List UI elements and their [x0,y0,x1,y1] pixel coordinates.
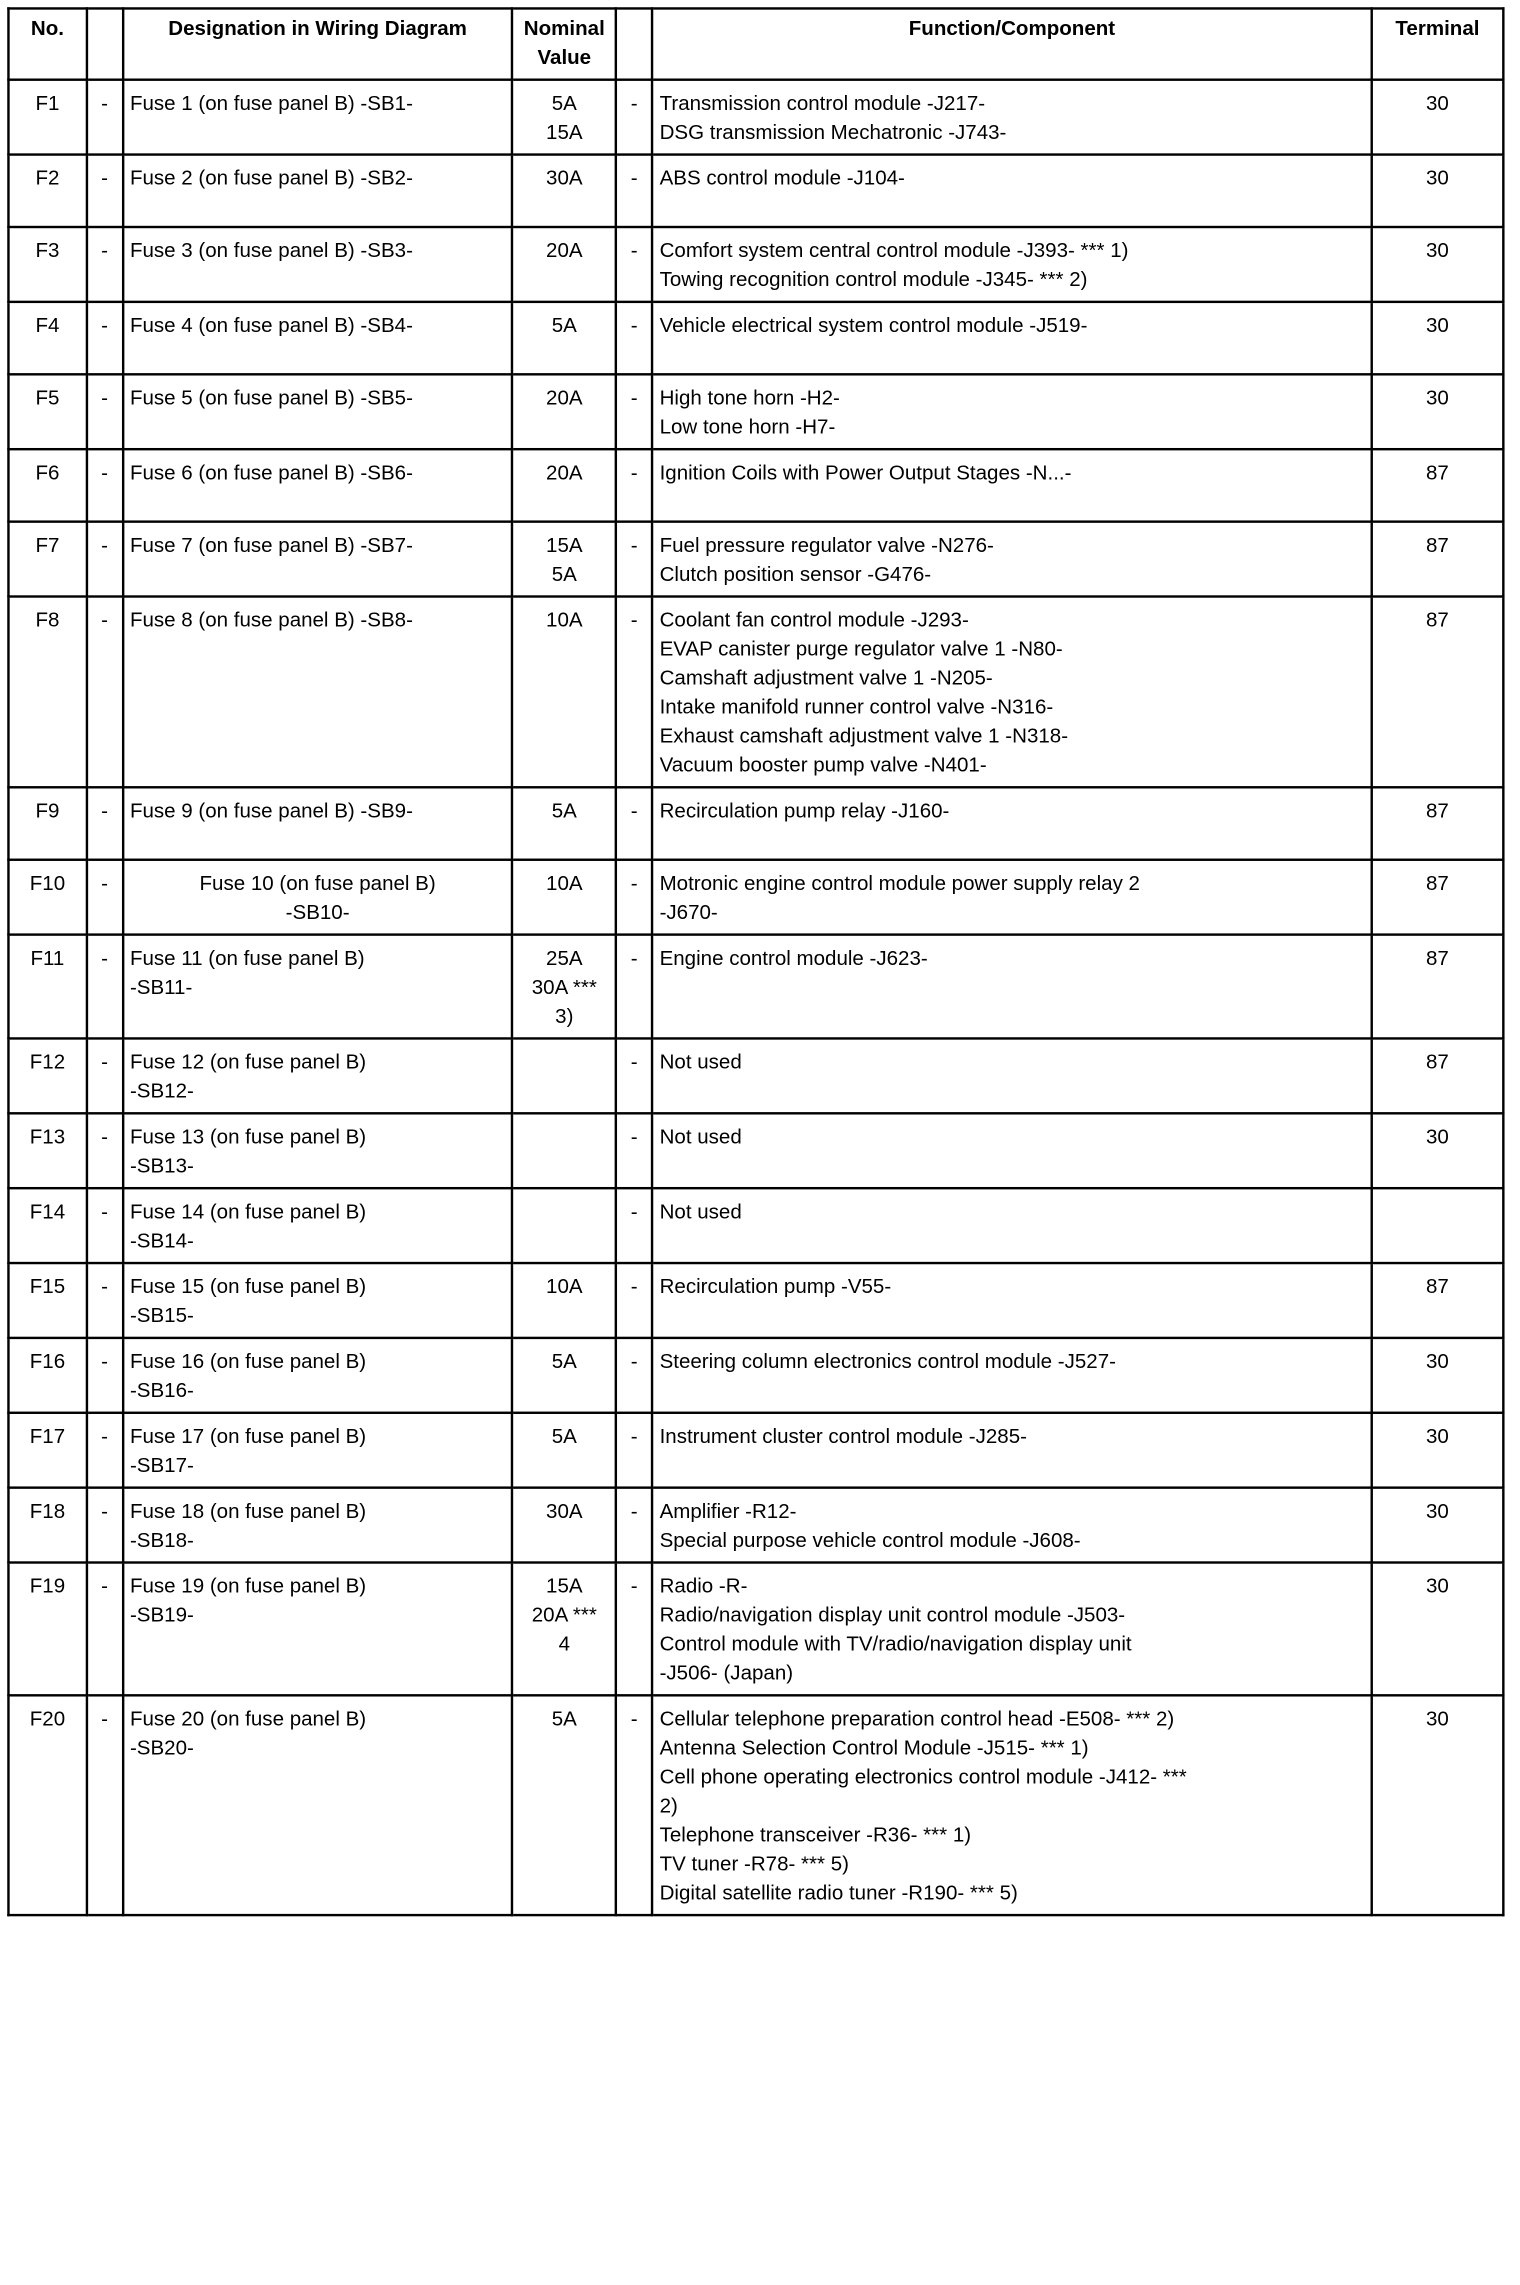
cell-terminal: 30 [1372,227,1504,302]
cell-terminal: 30 [1372,1563,1504,1696]
cell-no: F19 [8,1563,86,1696]
cell-function: Ignition Coils with Power Output Stages -N...- [652,449,1371,521]
cell-nominal-value: 10A [513,1263,617,1338]
header-blank-2 [616,8,652,79]
cell-designation: Fuse 4 (on fuse panel B) -SB4- [123,302,513,374]
cell-designation: Fuse 9 (on fuse panel B) -SB9- [123,787,513,859]
table-row [8,1488,1503,1563]
cell-function: Not used [652,1113,1371,1188]
cell-nominal-value [513,1038,617,1113]
cell-nominal-value [513,1188,617,1263]
cell-no: F4 [8,302,86,374]
header-designation: Designation in Wiring Diagram [123,8,513,79]
cell-no: F1 [8,80,86,155]
cell-no: F18 [8,1488,86,1563]
cell-separator-2: - [616,227,652,302]
cell-terminal: 30 [1372,1413,1504,1488]
cell-function: Not used [652,1038,1371,1113]
cell-terminal: 30 [1372,1695,1504,1915]
cell-designation: Fuse 2 (on fuse panel B) -SB2- [123,155,513,227]
cell-no: F8 [8,597,86,788]
cell-separator-2: - [616,1563,652,1696]
table-row [8,522,1503,597]
cell-separator: - [86,1413,122,1488]
cell-terminal: 30 [1372,1113,1504,1188]
cell-designation: Fuse 16 (on fuse panel B) -SB16- [123,1338,513,1413]
cell-designation: Fuse 3 (on fuse panel B) -SB3- [123,227,513,302]
cell-terminal: 30 [1372,80,1504,155]
cell-nominal-value: 10A [513,860,617,935]
cell-no: F5 [8,374,86,449]
table-row [8,597,1503,788]
cell-no: F3 [8,227,86,302]
cell-separator-2: - [616,1113,652,1188]
cell-nominal-value: 5A [513,1338,617,1413]
header-terminal: Terminal [1372,8,1504,79]
cell-separator: - [86,1695,122,1915]
cell-function: High tone horn -H2- Low tone horn -H7- [652,374,1371,449]
cell-nominal-value: 25A 30A *** 3) [513,935,617,1039]
cell-terminal: 87 [1372,449,1504,521]
cell-no: F6 [8,449,86,521]
cell-no: F14 [8,1188,86,1263]
cell-separator: - [86,787,122,859]
table-row [8,1038,1503,1113]
cell-function: Cellular telephone preparation control head -E508- *** 2) Antenna Selection Control Module -J515- *** 1) Cell phone operating electronics control module -J412- *** 2) Telephone transceiver -R36- *** 1) TV tuner -R78- *** 5) Digital satellite radio tuner -R190- *** 5) [652,1695,1371,1915]
cell-designation: Fuse 10 (on fuse panel B) -SB10- [123,860,513,935]
cell-separator: - [86,1338,122,1413]
cell-separator-2: - [616,1038,652,1113]
cell-designation: Fuse 8 (on fuse panel B) -SB8- [123,597,513,788]
cell-separator-2: - [616,1338,652,1413]
cell-separator: - [86,522,122,597]
cell-separator-2: - [616,1188,652,1263]
cell-nominal-value: 5A [513,1413,617,1488]
table-row [8,787,1503,859]
cell-terminal: 87 [1372,1038,1504,1113]
cell-no: F15 [8,1263,86,1338]
cell-function: Fuel pressure regulator valve -N276- Clutch position sensor -G476- [652,522,1371,597]
cell-nominal-value: 20A [513,227,617,302]
cell-nominal-value: 5A [513,302,617,374]
table-row [8,935,1503,1039]
cell-designation: Fuse 12 (on fuse panel B) -SB12- [123,1038,513,1113]
cell-no: F12 [8,1038,86,1113]
cell-separator: - [86,1113,122,1188]
cell-designation: Fuse 14 (on fuse panel B) -SB14- [123,1188,513,1263]
cell-nominal-value: 5A [513,787,617,859]
cell-separator: - [86,935,122,1039]
cell-terminal: 87 [1372,860,1504,935]
cell-no: F7 [8,522,86,597]
cell-separator: - [86,1263,122,1338]
table-row [8,860,1503,935]
cell-function: Vehicle electrical system control module -J519- [652,302,1371,374]
cell-function: Instrument cluster control module -J285- [652,1413,1371,1488]
cell-function: Amplifier -R12- Special purpose vehicle control module -J608- [652,1488,1371,1563]
table-header-row [8,8,1503,79]
cell-separator: - [86,597,122,788]
cell-separator: - [86,860,122,935]
cell-designation: Fuse 18 (on fuse panel B) -SB18- [123,1488,513,1563]
cell-designation: Fuse 20 (on fuse panel B) -SB20- [123,1695,513,1915]
cell-function: Transmission control module -J217- DSG transmission Mechatronic -J743- [652,80,1371,155]
cell-function: Motronic engine control module power supply relay 2 -J670- [652,860,1371,935]
cell-separator-2: - [616,449,652,521]
cell-function: Recirculation pump relay -J160- [652,787,1371,859]
cell-separator: - [86,1563,122,1696]
cell-separator-2: - [616,374,652,449]
cell-designation: Fuse 6 (on fuse panel B) -SB6- [123,449,513,521]
table-row [8,1338,1503,1413]
cell-designation: Fuse 13 (on fuse panel B) -SB13- [123,1113,513,1188]
cell-designation: Fuse 17 (on fuse panel B) -SB17- [123,1413,513,1488]
cell-nominal-value: 15A 5A [513,522,617,597]
cell-separator: - [86,227,122,302]
cell-separator: - [86,1488,122,1563]
cell-separator: - [86,1038,122,1113]
cell-nominal-value: 15A 20A *** 4 [513,1563,617,1696]
cell-nominal-value: 30A [513,155,617,227]
cell-separator: - [86,1188,122,1263]
header-no: No. [8,8,86,79]
cell-nominal-value: 5A 15A [513,80,617,155]
cell-separator: - [86,155,122,227]
table-row [8,1563,1503,1696]
table-row [8,449,1503,521]
table-row [8,374,1503,449]
cell-separator-2: - [616,1263,652,1338]
table-row [8,302,1503,374]
cell-no: F13 [8,1113,86,1188]
cell-designation: Fuse 11 (on fuse panel B) -SB11- [123,935,513,1039]
cell-function: Comfort system central control module -J393- *** 1) Towing recognition control module -J345- *** 2) [652,227,1371,302]
cell-terminal: 30 [1372,1338,1504,1413]
table-row [8,227,1503,302]
cell-function: Radio -R- Radio/navigation display unit control module -J503- Control module with TV/radio/navigation display unit -J506- (Japan) [652,1563,1371,1696]
cell-nominal-value [513,1113,617,1188]
cell-separator: - [86,449,122,521]
cell-nominal-value: 20A [513,449,617,521]
header-blank [86,8,122,79]
cell-no: F20 [8,1695,86,1915]
cell-nominal-value: 20A [513,374,617,449]
table-row [8,1113,1503,1188]
cell-terminal: 87 [1372,597,1504,788]
cell-no: F10 [8,860,86,935]
cell-no: F17 [8,1413,86,1488]
cell-function: Recirculation pump -V55- [652,1263,1371,1338]
cell-designation: Fuse 5 (on fuse panel B) -SB5- [123,374,513,449]
cell-function: ABS control module -J104- [652,155,1371,227]
table-row [8,1263,1503,1338]
cell-separator-2: - [616,80,652,155]
cell-separator-2: - [616,935,652,1039]
cell-nominal-value: 10A [513,597,617,788]
cell-separator: - [86,374,122,449]
cell-no: F11 [8,935,86,1039]
cell-separator-2: - [616,302,652,374]
cell-no: F2 [8,155,86,227]
cell-function: Coolant fan control module -J293- EVAP canister purge regulator valve 1 -N80- Camshaft adjustment valve 1 -N205- Intake manifold runner control valve -N316- Exhaust camshaft adjustment valve 1 -N318- Vacuum booster pump valve -N401- [652,597,1371,788]
table-row [8,1695,1503,1915]
cell-terminal: 87 [1372,522,1504,597]
cell-terminal: 30 [1372,155,1504,227]
cell-terminal: 30 [1372,374,1504,449]
cell-nominal-value: 30A [513,1488,617,1563]
cell-separator-2: - [616,155,652,227]
header-function: Function/Component [652,8,1371,79]
table-row [8,80,1503,155]
cell-terminal: 87 [1372,787,1504,859]
cell-no: F9 [8,787,86,859]
cell-terminal: 87 [1372,1263,1504,1338]
cell-designation: Fuse 15 (on fuse panel B) -SB15- [123,1263,513,1338]
cell-separator: - [86,302,122,374]
cell-separator-2: - [616,787,652,859]
cell-no: F16 [8,1338,86,1413]
fuse-table [7,7,1504,1916]
cell-nominal-value: 5A [513,1695,617,1915]
cell-designation: Fuse 7 (on fuse panel B) -SB7- [123,522,513,597]
cell-separator-2: - [616,1413,652,1488]
cell-function: Engine control module -J623- [652,935,1371,1039]
header-nominal: Nominal Value [513,8,617,79]
cell-designation: Fuse 1 (on fuse panel B) -SB1- [123,80,513,155]
cell-separator-2: - [616,1488,652,1563]
cell-function: Not used [652,1188,1371,1263]
cell-separator-2: - [616,522,652,597]
cell-function: Steering column electronics control module -J527- [652,1338,1371,1413]
cell-separator-2: - [616,597,652,788]
cell-terminal: 30 [1372,302,1504,374]
cell-terminal: 87 [1372,935,1504,1039]
cell-separator-2: - [616,1695,652,1915]
cell-terminal [1372,1188,1504,1263]
cell-designation: Fuse 19 (on fuse panel B) -SB19- [123,1563,513,1696]
table-row [8,1188,1503,1263]
cell-terminal: 30 [1372,1488,1504,1563]
table-row [8,1413,1503,1488]
cell-separator: - [86,80,122,155]
table-row [8,155,1503,227]
cell-separator-2: - [616,860,652,935]
